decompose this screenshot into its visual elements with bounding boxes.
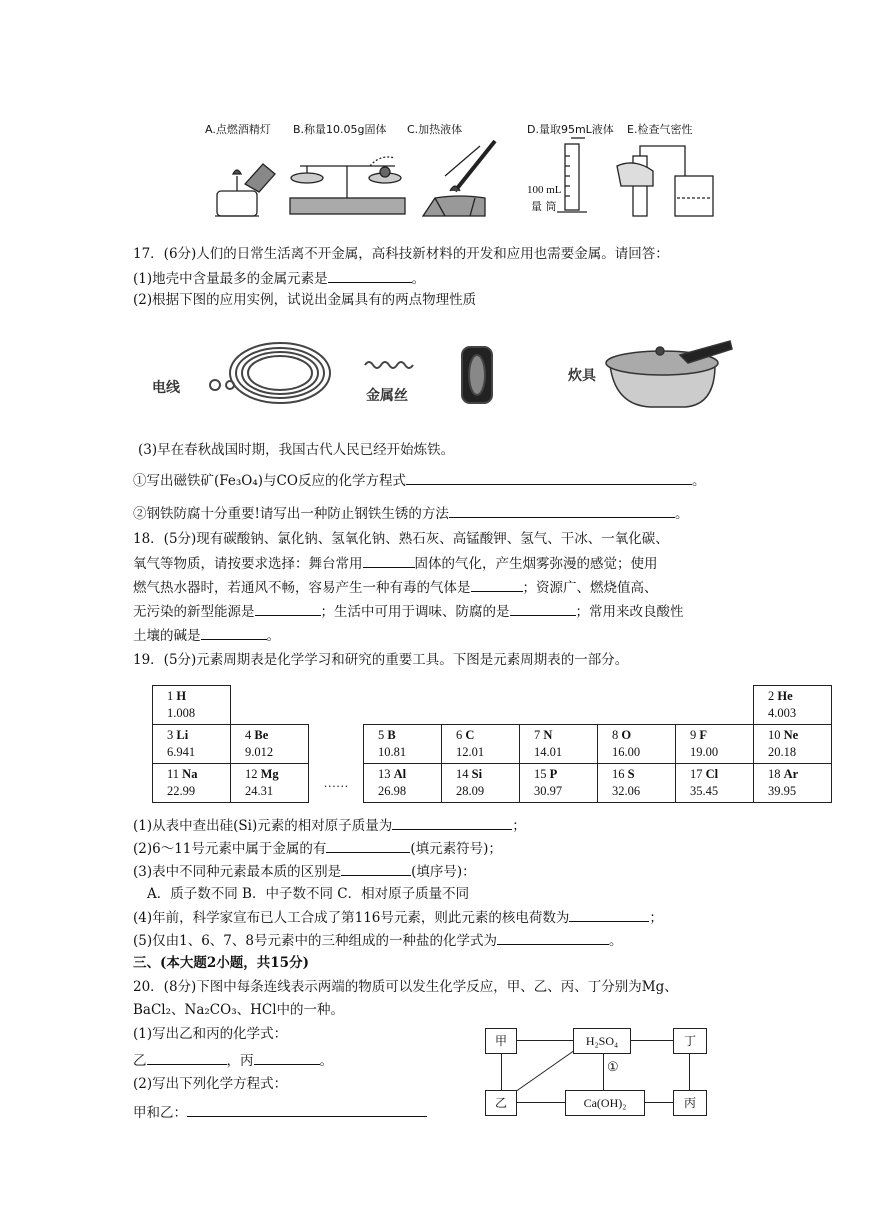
answer-blank[interactable] [392, 815, 512, 830]
q17-part3b: ②钢铁防腐十分重要!请写出一种防止钢铁生锈的方法 。 [133, 503, 688, 524]
q18-line2: 氧气等物质，请按要求选择：舞台常用 固体的气化，产生烟雾弥漫的感觉；使用 [133, 553, 658, 574]
heating-tube-icon [423, 141, 495, 216]
fig-label-e: E.检查气密性 [627, 123, 693, 136]
node-ding: 丁 [673, 1028, 707, 1054]
q17-part3a: ①写出磁铁矿(Fe₃O₄)与CO反应的化学方程式 。 [133, 470, 705, 491]
element-cell-c: 6 C 12.01 [442, 725, 520, 764]
answer-blank[interactable] [254, 1050, 320, 1065]
graduated-cylinder-icon [557, 138, 587, 212]
q20-part1: (1)写出乙和丙的化学式： [133, 1026, 288, 1042]
wire-coil-icon [210, 343, 330, 403]
apparatus-drawings [195, 136, 740, 226]
metal-uses-drawings [140, 325, 740, 420]
pressure-cooker-icon [606, 341, 732, 407]
element-cell-si: 14 Si 28.09 [442, 764, 520, 803]
cylinder-label-volume: 100 mL [527, 184, 562, 196]
q19-part4: (4)年前，科学家宣布已人工合成了第116号元素，则此元素的核电荷数为 ； [133, 907, 663, 928]
element-cell-li: 3 Li 6.941 [153, 725, 231, 764]
fig-label-c: C.加热液体 [407, 123, 463, 136]
q19-part3: (3)表中不同种元素最本质的区别是 (填序号)： [133, 861, 476, 882]
node-h2so4: H₂SO₄ [573, 1028, 631, 1054]
element-cell-he: 2 He 4.003 [754, 686, 832, 725]
q17-part1: (1)地壳中含量最多的金属元素是 。 [133, 268, 425, 289]
table-ellipsis: …… [323, 775, 349, 790]
answer-blank[interactable] [187, 1102, 427, 1117]
element-cell-ar: 18 Ar 39.95 [754, 764, 832, 803]
cylinder-label-name: 量 筒 [531, 200, 557, 213]
answer-blank[interactable] [147, 1050, 227, 1065]
element-cell-n: 7 N 14.01 [520, 725, 598, 764]
q19-stem: 19．(5分)元素周期表是化学学习和研究的重要工具。下图是元素周期表的一部分。 [133, 652, 629, 668]
label-wire: 电线 [152, 380, 180, 396]
element-cell-al: 13 Al 26.98 [364, 764, 442, 803]
q20-part1-blanks: 乙 ，丙 。 [133, 1050, 333, 1071]
answer-blank[interactable] [449, 503, 675, 518]
balance-icon [290, 157, 405, 214]
element-cell-f: 9 F 19.00 [676, 725, 754, 764]
q18-line1: 18．(5分)现有碳酸钠、氯化钠、氢氧化钠、熟石灰、高锰酸钾、氢气、干冰、一氧化碳、 [133, 531, 669, 547]
node-yi: 乙 [485, 1090, 517, 1116]
label-cookware: 炊具 [568, 368, 596, 384]
element-cell-o: 8 O 16.00 [598, 725, 676, 764]
q19-part2: (2)6～11号元素中属于金属的有 (填元素符号)； [133, 838, 502, 859]
answer-blank[interactable] [510, 601, 576, 616]
q17-part2: (2)根据下图的应用实例，试说出金属具有的两点物理性质 [133, 292, 477, 308]
q20-line1: 20．(8分)下图中每条连线表示两端的物质可以发生化学反应，甲、乙、丙、丁分别为Mg、 [133, 979, 678, 995]
q18-line3: 燃气热水器时，若通风不畅，容易产生一种有毒的气体是 ；资源广、燃烧值高、 [133, 577, 658, 598]
element-cell-p: 15 P 30.97 [520, 764, 598, 803]
element-cell-na: 11 Na 22.99 [153, 764, 231, 803]
answer-blank[interactable] [341, 861, 411, 876]
answer-blank[interactable] [255, 601, 321, 616]
answer-blank[interactable] [326, 838, 410, 853]
q17-stem: 17．(6分)人们的日常生活离不开金属，高科技新材料的开发和应用也需要金属。请回答： [133, 246, 669, 262]
metal-uses-figure [140, 325, 740, 420]
label-metal-wire: 金属丝 [366, 388, 408, 404]
q20-part2-jia-yi: 甲和乙： [133, 1102, 427, 1123]
answer-blank[interactable] [363, 553, 415, 568]
element-cell-s: 16 S 32.06 [598, 764, 676, 803]
element-cell-cl: 17 Cl 35.45 [676, 764, 754, 803]
fig-label-a: A.点燃酒精灯 [205, 123, 271, 136]
node-jia: 甲 [485, 1028, 517, 1054]
q20-line2: BaCl₂、Na₂CO₃、HCl中的一种。 [133, 1002, 345, 1018]
answer-blank[interactable] [497, 930, 609, 945]
answer-blank[interactable] [569, 907, 649, 922]
answer-blank[interactable] [471, 577, 523, 592]
answer-blank[interactable] [328, 268, 412, 283]
element-cell-be: 4 Be 9.012 [231, 725, 309, 764]
node-caoh2: Ca(OH)₂ [565, 1090, 645, 1116]
element-cell-b: 5 B 10.81 [364, 725, 442, 764]
q19-part1: (1)从表中查出硅(Si)元素的相对原子质量为 ； [133, 815, 526, 836]
reaction-diagram [475, 1022, 745, 1122]
fig-label-d: D.量取95mL液体 [527, 123, 614, 136]
reaction-marker-1: ① [607, 1060, 619, 1075]
section-heading: 三、(本大题2小题，共15分) [133, 955, 309, 971]
node-bing: 丙 [673, 1090, 707, 1116]
airtightness-icon [617, 146, 713, 216]
element-cell-mg: 12 Mg 24.31 [231, 764, 309, 803]
q18-line4: 无污染的新型能源是 ；生活中可用于调味、防腐的是 ；常用来改良酸性 [133, 601, 684, 622]
q20-part2: (2)写出下列化学方程式： [133, 1076, 288, 1092]
fig-label-b: B.称量10.05g固体 [293, 123, 387, 136]
alcohol-lamp-icon [215, 164, 275, 216]
periodic-table [152, 685, 832, 803]
element-cell-h: 1 H 1.008 [153, 686, 231, 725]
answer-blank[interactable] [406, 470, 692, 485]
answer-blank[interactable] [201, 625, 267, 640]
q17-part3: (3)早在春秋战国时期，我国古代人民已经开始炼铁。 [138, 442, 455, 458]
element-cell-ne: 10 Ne 20.18 [754, 725, 832, 764]
q18-line5: 土壤的碱是 。 [133, 625, 280, 646]
q19-part5: (5)仅由1、6、7、8号元素中的三种组成的一种盐的化学式为 。 [133, 930, 622, 951]
lab-apparatus-figure [195, 118, 740, 226]
q19-part3-options: A．质子数不同 B．中子数不同 C．相对原子质量不同 [147, 886, 470, 902]
